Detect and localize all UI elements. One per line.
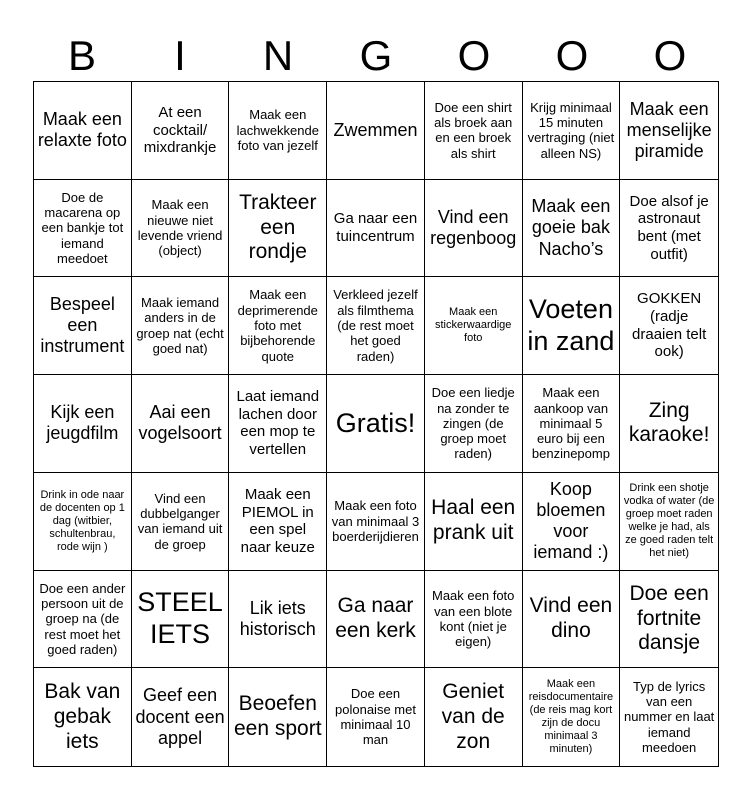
header-letter: O	[653, 32, 687, 79]
bingo-cell[interactable]: Maak iemand anders in de groep nat (echt goed nat)	[132, 277, 230, 375]
bingo-cell[interactable]: Vind een dino	[523, 571, 621, 669]
bingo-cell[interactable]: Typ de lyrics van een nummer en laat iemand meedoen	[623, 678, 715, 756]
bingo-cell[interactable]: Maak een aankoop van minimaal 5 euro bij een benzinepomp	[523, 375, 621, 473]
bingo-header	[33, 30, 719, 82]
bingo-cell[interactable]: Maak een reisdocumentaire (de reis mag kort zijn de docu minimaal 3 minuten)	[523, 668, 621, 766]
bingo-cell[interactable]: Zing karaoke!	[620, 375, 718, 473]
header-letter: O	[555, 32, 589, 79]
bingo-cell[interactable]: Doe een fortnite dansje	[620, 571, 718, 669]
bingo-card	[33, 81, 719, 767]
bingo-cell[interactable]: Geef een docent een appel	[132, 668, 230, 766]
bingo-cell[interactable]: Maak een nieuwe niet levende vriend (object)	[132, 180, 230, 278]
bingo-cell[interactable]: Doe de macarena op een bankje tot iemand meedoet	[34, 180, 132, 278]
bingo-cell[interactable]: Drink een shotje vodka of water (de groep moet raden welke je had, als ze goed raden telt het niet)	[620, 473, 718, 571]
bingo-cell[interactable]: Bespeel een instrument	[34, 277, 132, 375]
bingo-cell[interactable]: Vind een regenboog	[425, 180, 523, 278]
bingo-cell[interactable]: Maak een menselijke piramide	[620, 82, 718, 180]
bingo-cell[interactable]: Doe een shirt als broek aan en een broek als shirt	[425, 82, 523, 180]
bingo-cell[interactable]: Koop bloemen voor iemand :)	[523, 473, 621, 571]
bingo-cell[interactable]: Ga naar een tuincentrum	[327, 180, 425, 278]
bingo-cell[interactable]: Trakteer een rondje	[229, 180, 327, 278]
bingo-cell[interactable]: Voeten in zand	[523, 277, 621, 375]
bingo-cell[interactable]: Krijg minimaal 15 minuten vertraging (niet alleen NS)	[523, 82, 621, 180]
bingo-cell[interactable]: Maak een lachwekkende foto van jezelf	[229, 82, 327, 180]
bingo-cell[interactable]: Haal een prank uit	[425, 473, 523, 571]
bingo-cell[interactable]: GOKKEN (radje draaien telt ook)	[620, 277, 718, 375]
header-letter: B	[67, 32, 96, 79]
header-letter: O	[457, 32, 491, 79]
bingo-cell[interactable]: Aai een vogelsoort	[132, 375, 230, 473]
bingo-cell[interactable]: Maak een PIEMOL in een spel naar keuze	[229, 473, 327, 571]
header-letter: N	[262, 32, 294, 79]
bingo-cell[interactable]: Maak een stickerwaardige foto	[425, 277, 523, 375]
bingo-cell[interactable]: Maak een foto van minimaal 3 boerderijdieren	[327, 473, 425, 571]
bingo-cell[interactable]: Laat iemand lachen door een mop te vertellen	[229, 375, 327, 473]
bingo-cell[interactable]: Beoefen een sport	[229, 668, 327, 766]
bingo-cell[interactable]: Zwemmen	[327, 82, 425, 180]
bingo-cell[interactable]: Ga naar een kerk	[327, 571, 425, 669]
bingo-cell[interactable]: Doe alsof je astronaut bent (met outfit)	[620, 180, 718, 278]
header-letter: G	[359, 32, 393, 79]
bingo-cell[interactable]: Verkleed jezelf als filmthema (de rest moet het goed raden)	[327, 277, 425, 375]
bingo-cell[interactable]: Maak een foto van een blote kont (niet je eigen)	[425, 571, 523, 669]
bingo-cell[interactable]: Bak van gebak iets	[34, 668, 132, 766]
bingo-cell[interactable]: Maak een goeie bak Nacho’s	[523, 180, 621, 278]
bingo-cell[interactable]: Geniet van de zon	[425, 668, 523, 766]
bingo-cell[interactable]: Lik iets historisch	[229, 571, 327, 669]
bingo-cell[interactable]: Vind een dubbelganger van iemand uit de groep	[132, 473, 230, 571]
bingo-cell[interactable]: Doe een liedje na zonder te zingen (de groep moet raden)	[425, 375, 523, 473]
bingo-cell[interactable]: Doe een ander persoon uit de groep na (de rest moet het goed raden)	[34, 571, 132, 669]
header-letter: I	[174, 32, 186, 79]
bingo-cell free-space[interactable]: Gratis!	[327, 375, 425, 473]
bingo-cell[interactable]: At een cocktail/ mixdrankje	[132, 82, 230, 180]
bingo-cell[interactable]: Drink in ode naar de docenten op 1 dag (witbier, schultenbrau, rode wijn )	[34, 473, 132, 571]
bingo-cell[interactable]: Kijk een jeugdfilm	[34, 375, 132, 473]
bingo-cell[interactable]: Maak een deprimerende foto met bijbehorende quote	[229, 277, 327, 375]
bingo-cell[interactable]: STEEL IETS	[132, 571, 230, 669]
bingo-cell[interactable]: Doe een polonaise met minimaal 10 man	[327, 668, 425, 766]
bingo-cell[interactable]: Maak een relaxte foto	[34, 82, 132, 180]
